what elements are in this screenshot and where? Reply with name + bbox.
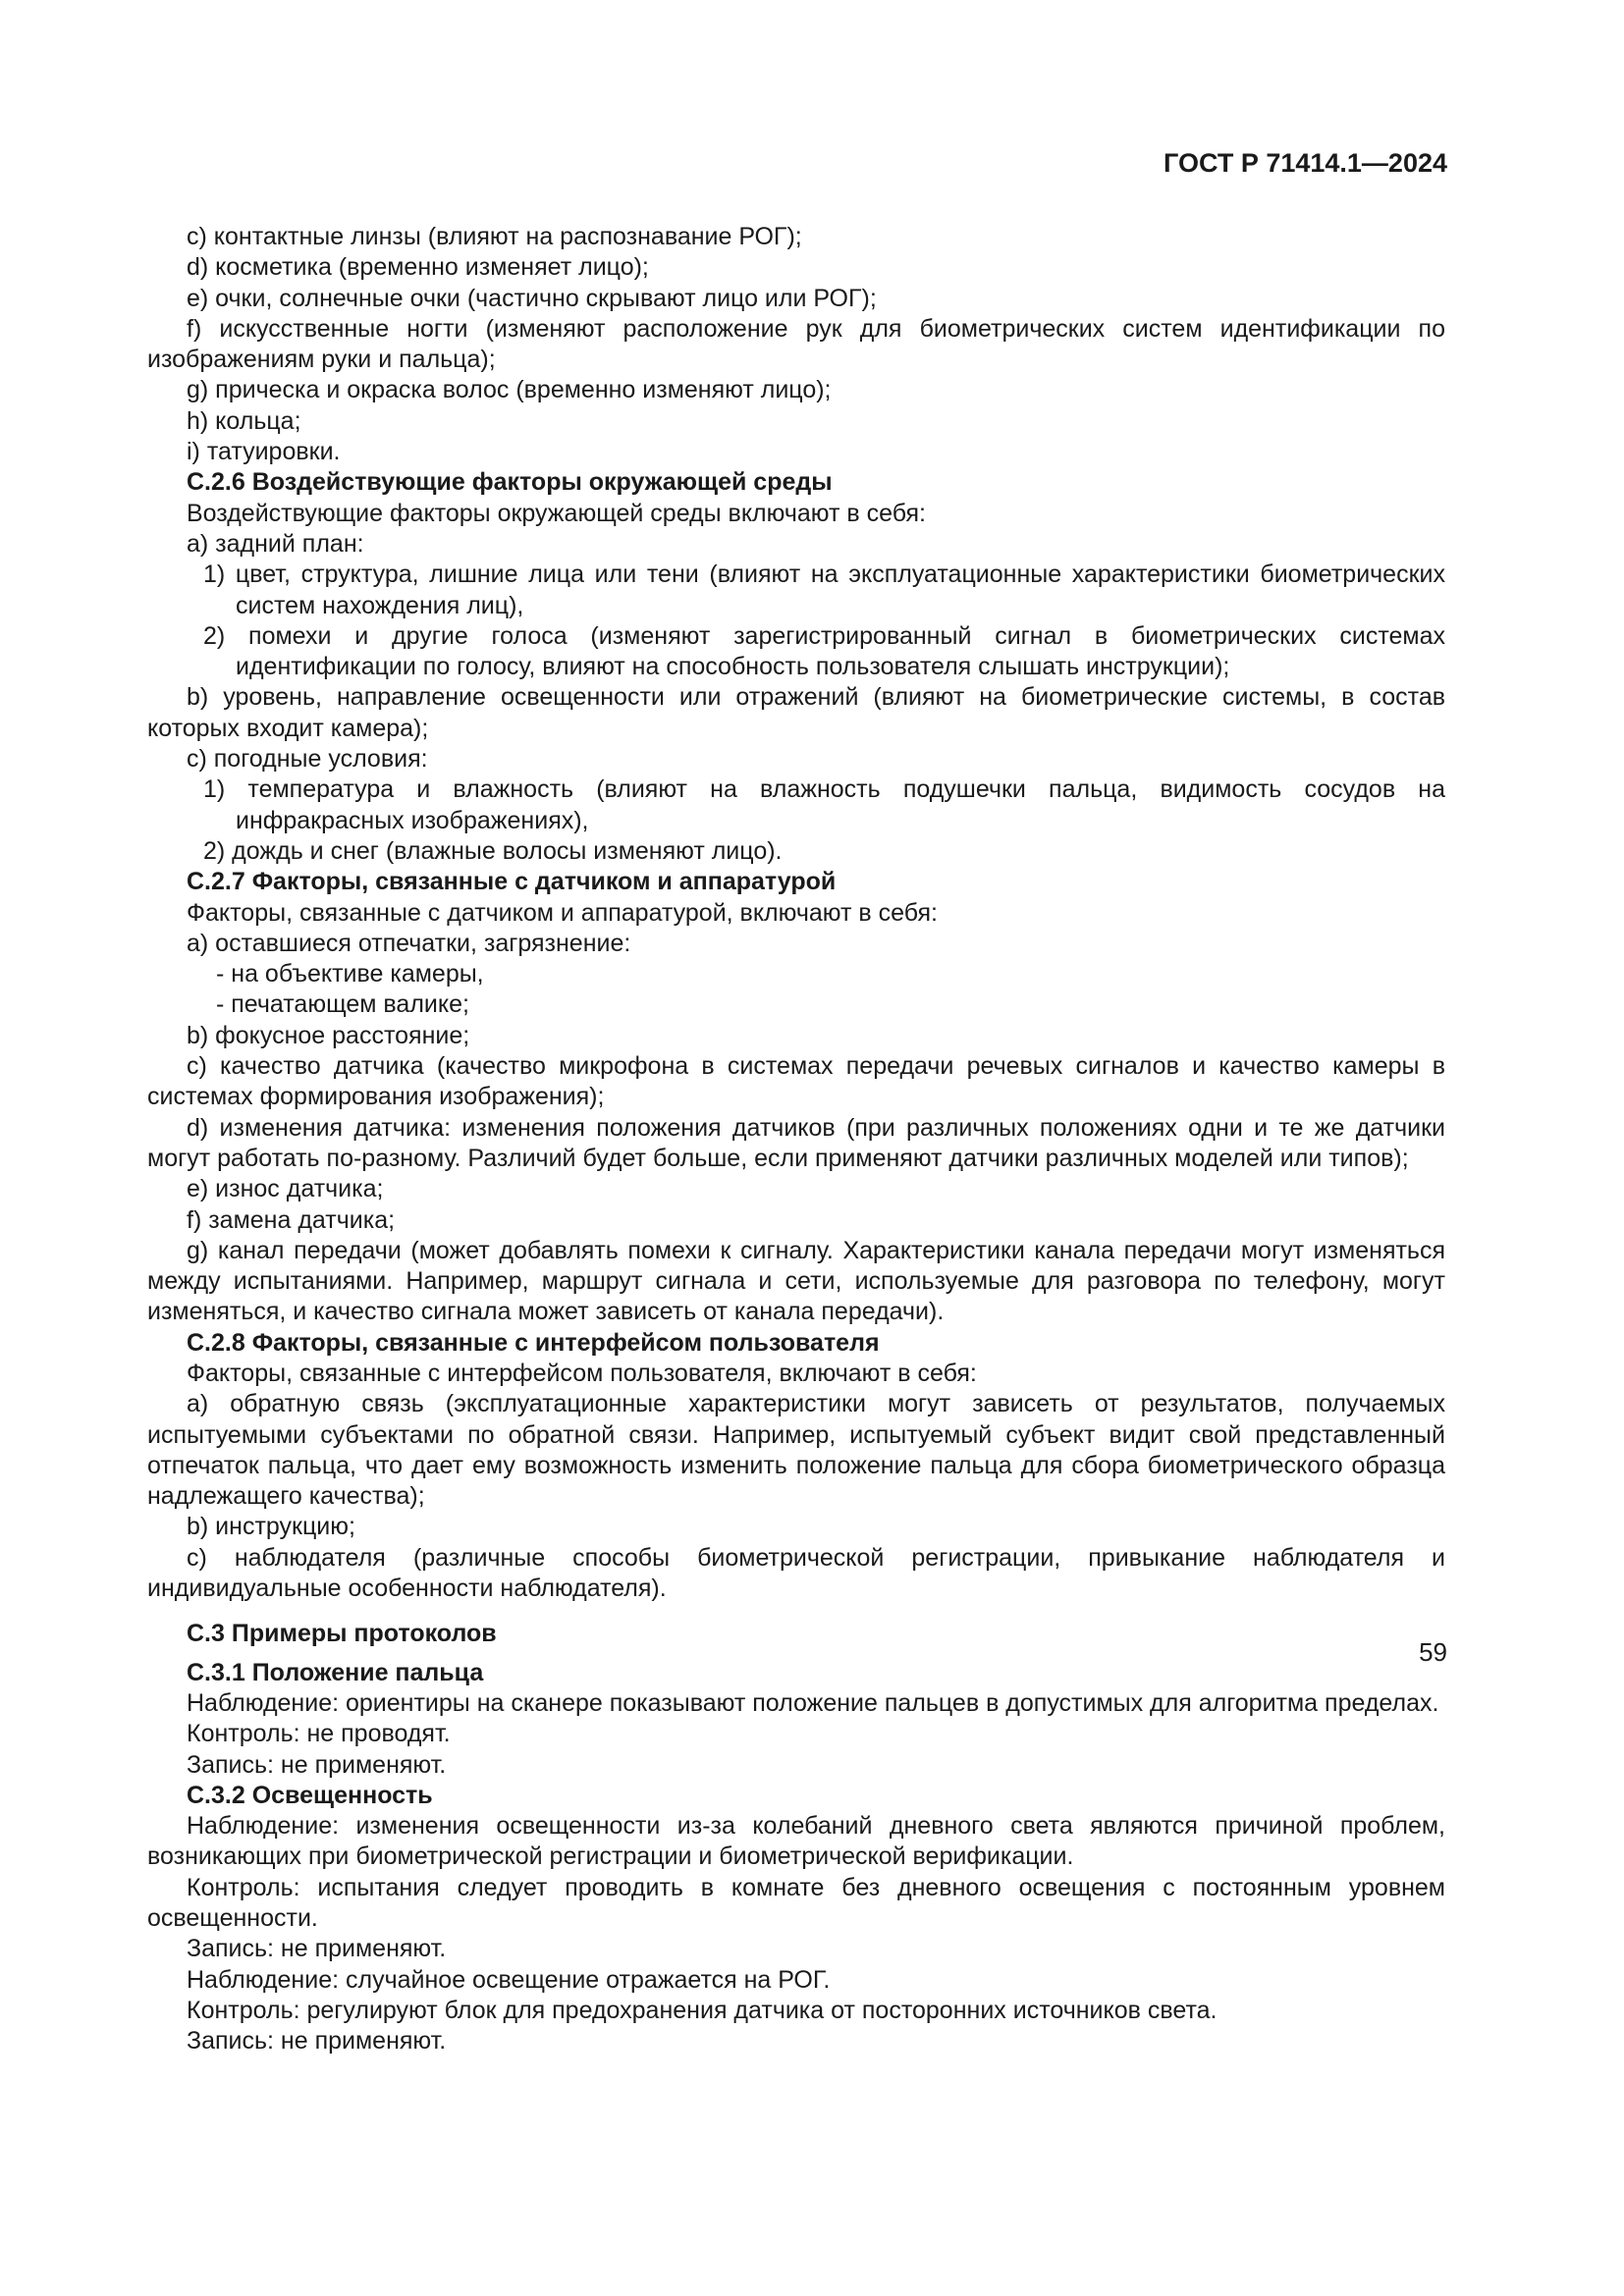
list-item: d) косметика (временно изменяет лицо); [187,253,649,282]
paragraph: Запись: не применяют. [187,1935,447,1963]
list-item: f) искусственные ногти (изменяют расположение рук для биометрических систем идентификации по изображениям руки и пальца); [147,314,1445,374]
section-heading-c32: С.3.2 Освещенность [187,1781,433,1809]
paragraph: Наблюдение: ориентиры на сканере показывают положение пальцев в допустимых для алгоритма пределах. [187,1688,1439,1717]
dash-item: - на объективе камеры, [216,960,484,988]
paragraph: Контроль: регулируют блок для предохранения датчика от посторонних источников света. [187,1996,1218,2024]
paragraph: Факторы, связанные с интерфейсом пользователя, включают в себя: [187,1359,977,1387]
section-heading-c28: С.2.8 Факторы, связанные с интерфейсом пользователя [187,1328,880,1357]
paragraph: Контроль: испытания следует проводить в комнате без дневного освещения с постоянным уровнем освещенности. [147,1873,1445,1933]
paragraph: Наблюдение: изменения освещенности из-за колебаний дневного света являются причиной проблем, возникающих при биометрической регистрации и биометрической верификации. [147,1812,1445,1871]
numbered-item: 1) цвет, структура, лишние лица или тени (влияют на эксплуатационные характеристики биометрических систем нахождения лиц), [203,561,1445,619]
list-item: g) прическа и окраска волос (временно изменяют лицо); [187,376,832,404]
list-item: c) контактные линзы (влияют на распознавание РОГ); [187,223,802,250]
page-body [147,222,1445,2057]
list-item: a) задний план: [187,529,364,558]
section-heading-c26: С.2.6 Воздействующие факторы окружающей среды [187,468,833,497]
paragraph: Наблюдение: случайное освещение отражается на РОГ. [187,1965,831,1994]
page-number: 59 [1419,1637,1447,1667]
list-item: c) качество датчика (качество микрофона в системах передачи речевых сигналов и качество камеры в системах формирования изображения); [147,1052,1445,1111]
list-item: i) татуировки. [187,438,341,466]
list-item: e) очки, солнечные очки (частично скрывают лицо или РОГ); [187,284,877,312]
list-item: c) погодные условия: [187,745,428,774]
dash-item: - печатающем валике; [216,990,469,1019]
numbered-item: 2) дождь и снег (влажные волосы изменяют лицо). [203,836,783,865]
section-heading-c31: С.3.1 Положение пальца [187,1658,484,1686]
numbered-item: 2) помехи и другие голоса (изменяют зарегистрированный сигнал в биометрических системах идентификации по голосу, влияют на способность пользователя слышать инструкции); [203,621,1445,681]
list-item: e) износ датчика; [187,1175,384,1203]
list-item: g) канал передачи (может добавлять помехи к сигналу. Характеристики канала передачи могут изменяться между испытаниями. Например, маршрут сигнала и сети, используемые для разговора по телефону, могут изменяться, и качество сигнала может зависеть от канала передачи). [147,1236,1445,1326]
list-item: f) замена датчика; [187,1205,396,1234]
section-heading-c3: С.3 Примеры протоколов [187,1620,497,1648]
list-item: b) инструкцию; [187,1513,355,1541]
paragraph: Запись: не применяют. [187,1750,447,1779]
list-item: a) обратную связь (эксплуатационные характеристики могут зависеть от результатов, получаемых испытуемыми субъектами по обратной связи. Например, испытуемый субъект видит свой представленный отпечаток пальца, что дает ему возможность изменить положение пальца для сбора биометрического образца надлежащего качества); [147,1390,1445,1511]
paragraph: Запись: не применяют. [187,2027,447,2056]
document-header: ГОСТ Р 71414.1—2024 [1164,148,1447,178]
list-item: b) уровень, направление освещенности или отражений (влияют на биометрические системы, в состав которых входит камера); [147,683,1445,742]
numbered-item: 1) температура и влажность (влияют на влажность подушечки пальца, видимость сосудов на инфракрасных изображениях), [203,775,1445,834]
list-item: b) фокусное расстояние; [187,1021,470,1049]
paragraph: Контроль: не проводят. [187,1720,451,1748]
paragraph: Факторы, связанные с датчиком и аппаратурой, включают в себя: [187,898,938,927]
list-item: h) кольца; [187,406,301,435]
list-item: a) оставшиеся отпечатки, загрязнение: [187,929,631,957]
list-item: c) наблюдателя (различные способы биометрической регистрации, привыкание наблюдателя и индивидуальные особенности наблюдателя). [147,1543,1445,1603]
section-heading-c27: С.2.7 Факторы, связанные с датчиком и аппаратурой [187,868,837,896]
list-item: d) изменения датчика: изменения положения датчиков (при различных положениях одни и те же датчики могут работать по-разному. Различий будет больше, если применяют датчики различных моделей или типов); [147,1113,1445,1172]
paragraph: Воздействующие факторы окружающей среды включают в себя: [187,499,926,527]
